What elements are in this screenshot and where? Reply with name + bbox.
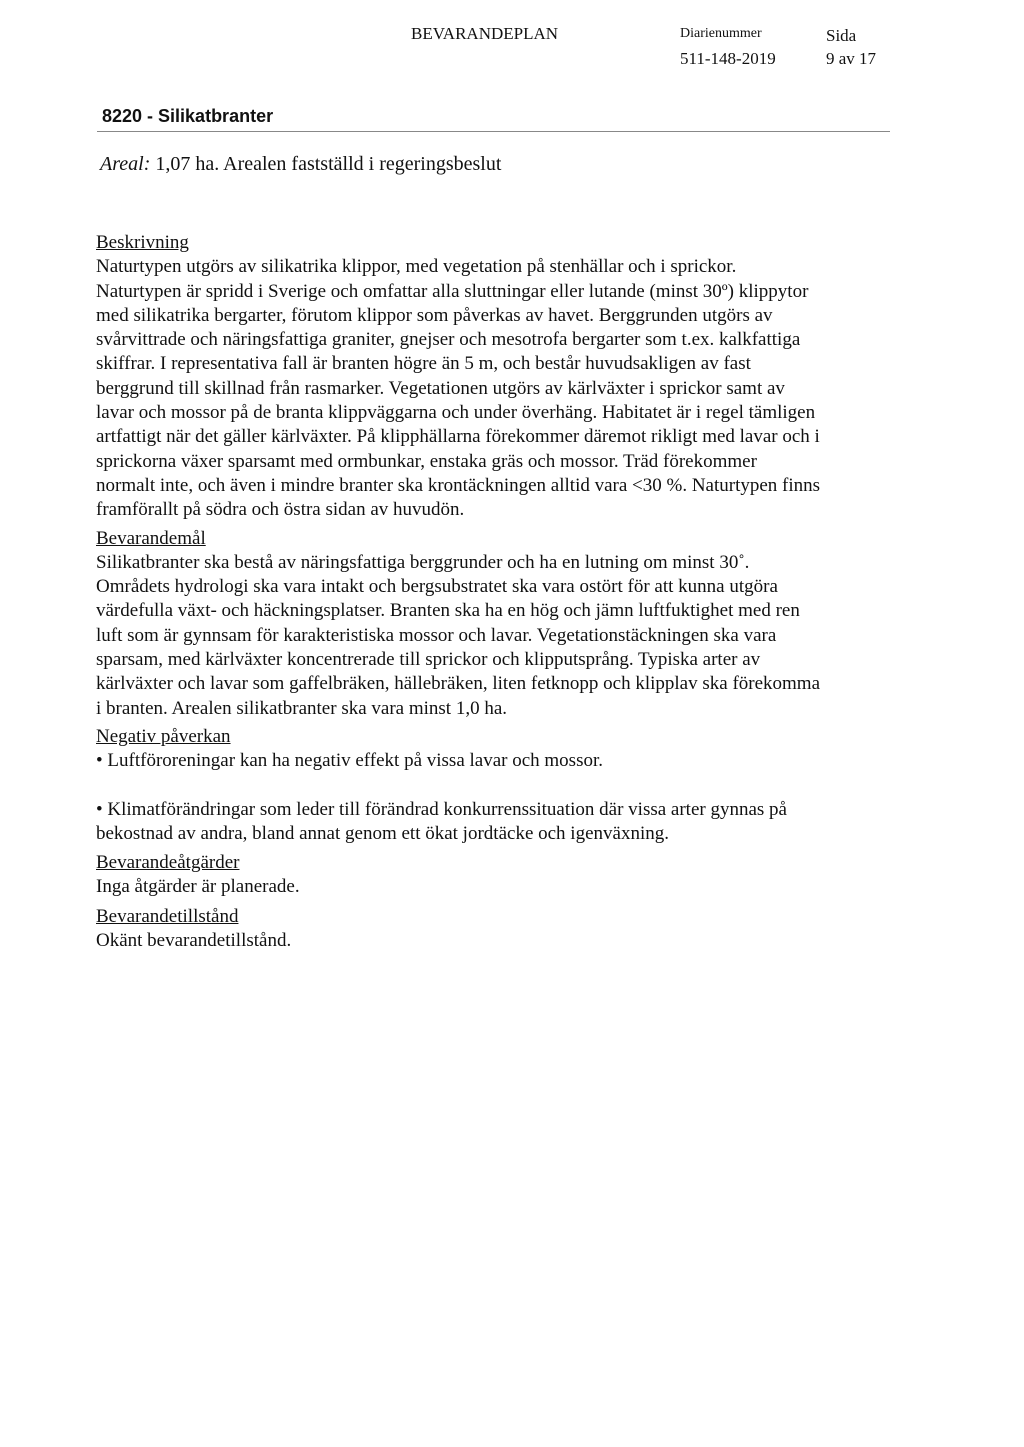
beskrivning-heading: Beskrivning bbox=[96, 232, 189, 253]
page-number-value: 9 av 17 bbox=[826, 49, 877, 68]
diary-number-label: Diarienummer bbox=[680, 26, 762, 41]
bevarandeatgarder-heading: Bevarandeåtgärder bbox=[96, 852, 240, 874]
negativ-paverkan-item: • Luftföroreningar kan ha negativ effekt på vissa lavar och mossor. bbox=[96, 750, 603, 772]
areal-label: Areal: bbox=[100, 153, 151, 175]
bevarandemal-heading: Bevarandemål bbox=[96, 527, 206, 549]
bevarandetillstand-heading: Bevarandetillstånd bbox=[96, 905, 239, 927]
beskrivning-text: Naturtypen utgörs av silikatrika klippor, med vegetation på stenhällar och i sprickor. Naturtypen är spridd i Sverige och omfattar alla sluttningar eller lutande (minst 30º) klippytor med silikatrika bergarter, förutom klippor som påverkas av havet. Berggrunden utgörs av svårvittrade och näringsfattiga graniter, gnejser och mesotrofa bergarter som t.ex. kalkfattiga skiffrar. I representativa fall är branten högre än 5 m, och består huvudsakligen av fast berggrund till skillnad från rasmarker. Vegetationen utgörs av kärlväxter i sprickor samt av lavar och mossor på de branta klippväggarna och under överhäng. Habitatet är i regel tämligen artfattigt när det gäller kärlväxter. På klipphällarna förekommer däremot rikligt med lavar och i sprickorna växer sparsamt med ormbunkar, enstaka gräs och mossor. Träd förekommer normalt inte, och även i mindre branter ska krontäckningen alltid vara <30 %. Naturtypen finns framförallt på södra och östra sidan av huvudön. bbox=[96, 256, 821, 521]
heading-divider bbox=[97, 131, 890, 132]
negativ-paverkan-item: • Klimatförändringar som leder till förändrad konkurrenssituation där vissa arter gynnas på bekostnad av andra, bland annat genom ett ökat jordtäcke och igenväxning. bbox=[96, 798, 787, 844]
diary-number-value: 511-148-2019 bbox=[680, 49, 776, 68]
areal-value: 1,07 ha. Arealen fastställd i regeringsbeslut bbox=[150, 153, 502, 175]
section-heading: 8220 - Silikatbranter bbox=[102, 106, 274, 126]
negativ-paverkan-heading: Negativ påverkan bbox=[96, 725, 231, 747]
bevarandetillstand-text: Okänt bevarandetillstånd. bbox=[96, 930, 292, 952]
bevarandemal-text: Silikatbranter ska bestå av näringsfattiga berggrunder och ha en lutning om minst 30˚. Områdets hydrologi ska vara intakt och bergsubstratet ska vara ostört för att kunna utgöra värdefulla växt- och häckningsplatser. Branten ska ha en hög och jämn luftfuktighet med ren luft som är gynnsam för karakteristiska mossor och lavar. Vegetationstäckningen ska vara sparsam, med kärlväxter koncentrerade till sprickor och klipputsprång. Typiska arter av kärlväxter och lavar som gaffelbräken, hällebräken, liten fetknopp och klipplav ska förekomma i branten. Arealen silikatbranter ska vara minst 1,0 ha. bbox=[96, 551, 821, 719]
document-type-title: BEVARANDEPLAN bbox=[411, 24, 559, 43]
bevarandeatgarder-text: Inga åtgärder är planerade. bbox=[96, 876, 300, 898]
page-label: Sida bbox=[826, 26, 857, 45]
areal-line bbox=[100, 153, 501, 176]
document-body bbox=[96, 231, 896, 953]
